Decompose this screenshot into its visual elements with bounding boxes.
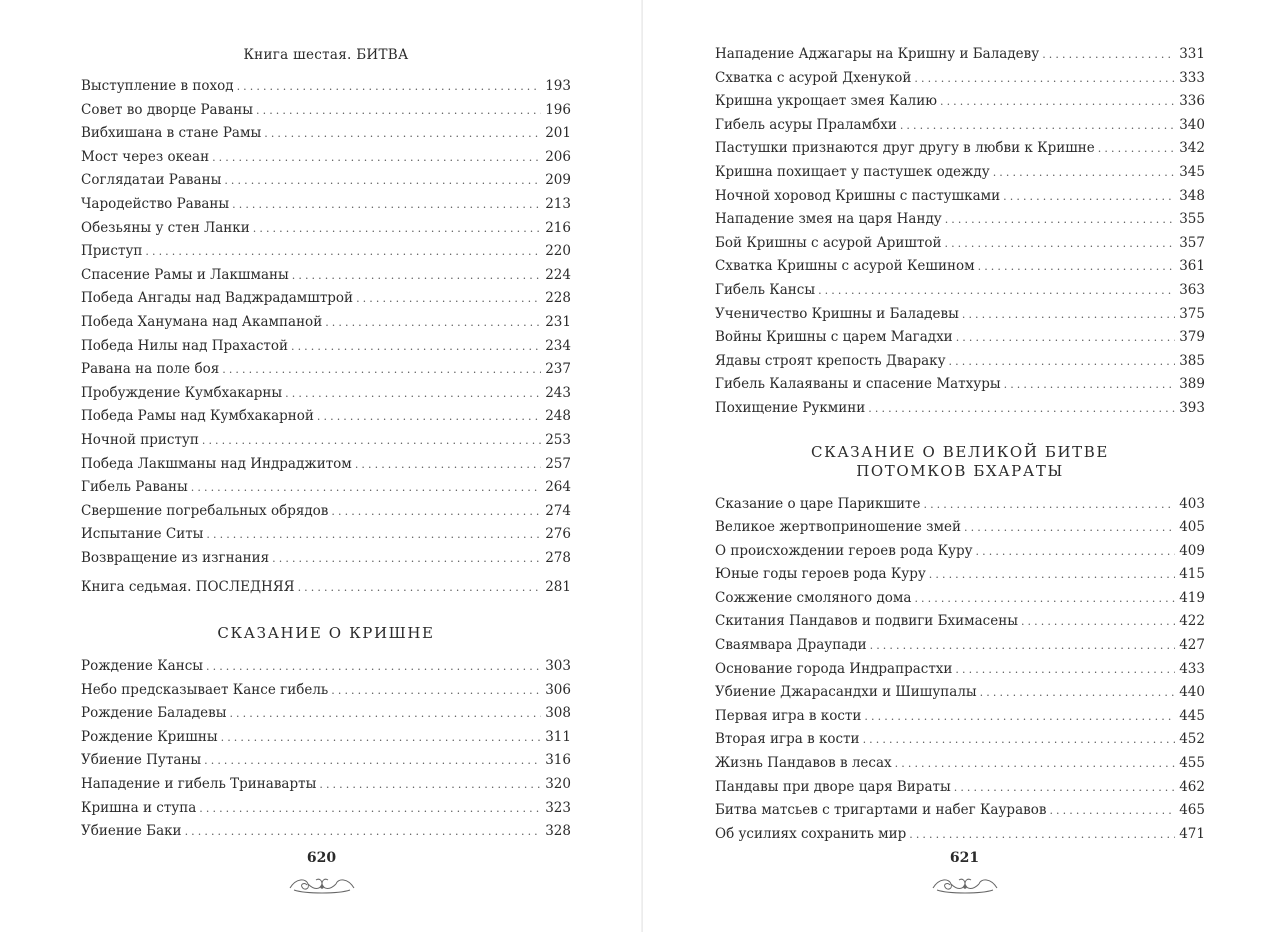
toc-entry xyxy=(81,405,571,429)
toc-entry-title: Убиение Баки xyxy=(81,823,182,840)
toc-entry xyxy=(81,476,571,500)
toc-entry xyxy=(81,146,571,170)
dot-leader xyxy=(964,516,1175,540)
toc-entry-title: Возвращение из изгнания xyxy=(81,549,270,566)
toc-entry xyxy=(81,311,571,335)
toc-entry xyxy=(715,279,1205,303)
toc-entry-title: Битва матсьев с тригартами и набег Кауравов xyxy=(715,802,1047,819)
toc-entry-page: 385 xyxy=(1179,352,1205,369)
toc-entry-title: Пандавы при дворе царя Вираты xyxy=(715,778,951,795)
toc-entry xyxy=(81,500,571,524)
dot-leader xyxy=(818,279,1175,303)
toc-entry xyxy=(81,358,571,382)
toc-entry xyxy=(81,547,571,571)
toc-entry-title: Рождение Кансы xyxy=(81,658,204,675)
toc-entry-title: Победа Рамы над Кумбхакарной xyxy=(81,408,314,425)
toc-entry-title: Ночной хоровод Кришны с пастушками xyxy=(715,187,1001,204)
dot-leader xyxy=(232,193,541,217)
book-six-heading: Книга шестая. БИТВА xyxy=(243,47,409,63)
toc-entry-page: 331 xyxy=(1179,46,1205,62)
toc-entry xyxy=(715,185,1205,209)
toc-entry-page: 206 xyxy=(545,148,571,165)
toc-entry xyxy=(81,287,571,311)
right-toc-list xyxy=(715,43,1205,421)
dot-leader xyxy=(206,655,541,679)
toc-entry xyxy=(715,658,1205,682)
dot-leader xyxy=(864,705,1175,729)
dot-leader xyxy=(978,255,1176,279)
toc-entry-book-seven xyxy=(81,576,571,600)
toc-entry xyxy=(715,799,1205,823)
toc-entry-title: Гибель Калаяваны и спасение Матхуры xyxy=(715,376,1001,393)
toc-entry xyxy=(715,563,1205,587)
toc-entry-title: Испытание Ситы xyxy=(81,526,204,543)
dot-leader xyxy=(863,728,1176,752)
toc-entry xyxy=(715,255,1205,279)
dot-leader xyxy=(1042,43,1175,67)
dot-leader xyxy=(199,797,541,821)
toc-entry-title: Жизнь Пандавов в лесах xyxy=(715,755,892,772)
toc-entry-page: 389 xyxy=(1179,376,1205,393)
toc-entry-page: 276 xyxy=(545,526,571,543)
toc-entry-page: 316 xyxy=(545,752,571,769)
toc-entry-title: Победа Лакшманы над Индраджитом xyxy=(81,455,352,472)
dot-leader xyxy=(940,90,1175,114)
toc-entry-page: 465 xyxy=(1179,802,1205,819)
toc-entry xyxy=(715,587,1205,611)
toc-entry xyxy=(81,382,571,406)
toc-entry xyxy=(81,773,571,797)
dot-leader xyxy=(895,752,1176,776)
toc-entry-title: Ядавы строят крепость Двараку xyxy=(715,352,946,369)
toc-entry-page: 433 xyxy=(1179,660,1205,677)
toc-entry xyxy=(81,726,571,750)
left-toc-list xyxy=(81,75,571,570)
dot-leader xyxy=(954,776,1176,800)
toc-entry xyxy=(715,137,1205,161)
dot-leader xyxy=(253,217,541,241)
dot-leader xyxy=(929,563,1175,587)
toc-entry-title: Бой Кришны с асурой Ариштой xyxy=(715,234,942,251)
toc-entry-title: Гибель Кансы xyxy=(715,281,816,298)
dot-leader xyxy=(1098,137,1175,161)
toc-entry-title: Пастушки признаются друг другу в любви к Кришне xyxy=(715,140,1095,157)
toc-entry xyxy=(715,493,1205,517)
toc-entry xyxy=(715,90,1205,114)
bharata-heading-line2: ПОТОМКОВ БХАРАТЫ xyxy=(856,461,1064,480)
toc-entry-title: Гибель Раваны xyxy=(81,479,188,496)
toc-entry-title: Сваямвара Драупади xyxy=(715,637,867,654)
toc-entry xyxy=(81,264,571,288)
right-page-content xyxy=(715,43,1205,846)
toc-entry xyxy=(715,516,1205,540)
toc-entry-page: 403 xyxy=(1179,495,1205,512)
dot-leader xyxy=(1049,799,1175,823)
toc-entry-page: 237 xyxy=(545,361,571,378)
toc-entry-title: Рождение Кришны xyxy=(81,728,218,745)
dot-leader xyxy=(955,658,1175,682)
toc-entry-page: 216 xyxy=(545,219,571,236)
toc-entry-page: 340 xyxy=(1179,116,1205,133)
toc-entry-title: Юные годы героев рода Куру xyxy=(715,566,926,583)
dot-leader xyxy=(1004,373,1176,397)
toc-entry xyxy=(715,776,1205,800)
dot-leader xyxy=(206,523,541,547)
dot-leader xyxy=(204,749,541,773)
toc-entry-title: Сказание о царе Парикшите xyxy=(715,495,921,512)
toc-entry-page: 348 xyxy=(1179,187,1205,204)
toc-entry-title: Приступ xyxy=(81,243,143,260)
dot-leader xyxy=(221,726,542,750)
bharata-heading-line1: СКАЗАНИЕ О ВЕЛИКОЙ БИТВЕ xyxy=(811,442,1109,461)
toc-entry xyxy=(81,702,571,726)
toc-entry xyxy=(81,193,571,217)
floral-flourish-icon xyxy=(286,872,358,896)
dot-leader xyxy=(1021,610,1175,634)
toc-entry-page: 333 xyxy=(1179,69,1205,86)
toc-entry-page: 196 xyxy=(545,101,571,118)
toc-entry-title: Ночной приступ xyxy=(81,431,199,448)
toc-entry xyxy=(81,122,571,146)
toc-entry-title: Вибхишана в стане Рамы xyxy=(81,125,262,142)
toc-entry-page: 323 xyxy=(545,799,571,816)
toc-entry-title: Небо предсказывает Кансе гибель xyxy=(81,681,329,698)
toc-entry-page: 234 xyxy=(545,337,571,354)
toc-entry xyxy=(715,67,1205,91)
toc-entry-page: 193 xyxy=(545,78,571,94)
toc-entry-title: Кришна и ступа xyxy=(81,799,197,816)
dot-leader xyxy=(256,99,541,123)
dot-leader xyxy=(202,429,541,453)
toc-entry-title: Скитания Пандавов и подвиги Бхимасены xyxy=(715,613,1018,630)
toc-entry-title: Свершение погребальных обрядов xyxy=(81,502,329,519)
dot-leader xyxy=(868,397,1175,421)
toc-entry xyxy=(81,749,571,773)
toc-entry-page: 405 xyxy=(1179,519,1205,536)
toc-entry-page: 274 xyxy=(545,502,571,519)
dot-leader xyxy=(944,232,1175,256)
toc-entry-page: 253 xyxy=(545,431,571,448)
dot-leader xyxy=(224,169,541,193)
toc-entry-title: Ученичество Кришны и Баладевы xyxy=(715,305,959,322)
toc-entry-title: Об усилиях сохранить мир xyxy=(715,825,907,842)
toc-entry-page: 393 xyxy=(1179,399,1205,416)
toc-entry-page: 452 xyxy=(1179,731,1205,748)
toc-entry-title: Схватка с асурой Дхенукой xyxy=(715,69,912,86)
toc-entry-title: Мост через океан xyxy=(81,148,210,165)
dot-leader xyxy=(291,335,541,359)
toc-entry-title: Схватка Кришны с асурой Кешином xyxy=(715,258,975,275)
toc-entry-title: Книга седьмая. ПОСЛЕДНЯЯ xyxy=(81,579,295,596)
toc-entry-page: 228 xyxy=(545,290,571,307)
toc-entry-page: 201 xyxy=(545,125,571,142)
toc-entry xyxy=(715,823,1205,847)
dot-leader xyxy=(331,679,541,703)
toc-entry xyxy=(81,75,571,99)
toc-entry xyxy=(715,540,1205,564)
toc-entry-title: Выступление в поход xyxy=(81,78,234,94)
krishna-toc-list xyxy=(81,655,571,844)
toc-entry-title: Соглядатаи Раваны xyxy=(81,172,222,189)
toc-entry-page: 445 xyxy=(1179,707,1205,724)
toc-entry xyxy=(81,99,571,123)
toc-entry xyxy=(715,728,1205,752)
toc-entry-title: Великое жертвоприношение змей xyxy=(715,519,962,536)
toc-entry xyxy=(715,114,1205,138)
toc-entry-title: Победа Нилы над Прахастой xyxy=(81,337,288,354)
toc-entry-title: Вторая игра в кости xyxy=(715,731,860,748)
toc-entry xyxy=(715,681,1205,705)
dot-leader xyxy=(185,820,542,844)
toc-entry-page: 257 xyxy=(545,455,571,472)
toc-entry-page: 231 xyxy=(545,313,571,330)
dot-leader xyxy=(298,576,542,600)
dot-leader xyxy=(325,311,541,335)
toc-entry-page: 303 xyxy=(545,658,571,675)
toc-entry xyxy=(715,610,1205,634)
krishna-heading: СКАЗАНИЕ О КРИШНЕ xyxy=(217,624,435,643)
toc-entry-page: 419 xyxy=(1179,589,1205,606)
toc-entry xyxy=(715,161,1205,185)
toc-entry-title: Кришна похищает у пастушек одежду xyxy=(715,163,990,180)
toc-entry-title: О происхождении героев рода Куру xyxy=(715,542,973,559)
toc-entry-page: 264 xyxy=(545,479,571,496)
toc-entry-page: 361 xyxy=(1179,258,1205,275)
toc-entry-title: Основание города Индрапрастхи xyxy=(715,660,953,677)
dot-leader xyxy=(980,681,1176,705)
toc-entry-title: Нападение и гибель Тринаварты xyxy=(81,776,317,793)
toc-entry-page: 308 xyxy=(545,705,571,722)
toc-entry xyxy=(715,43,1205,67)
dot-leader xyxy=(222,358,541,382)
book-seven-list xyxy=(81,576,571,600)
toc-entry-page: 363 xyxy=(1179,281,1205,298)
toc-entry-title: Войны Кришны с царем Магадхи xyxy=(715,329,953,346)
dot-leader xyxy=(272,547,541,571)
dot-leader xyxy=(212,146,541,170)
toc-entry-page: 320 xyxy=(545,776,571,793)
dot-leader xyxy=(949,350,1176,374)
toc-entry-page: 224 xyxy=(545,266,571,283)
toc-entry-page: 379 xyxy=(1179,329,1205,346)
toc-entry-title: Победа Ангады над Ваджрадамштрой xyxy=(81,290,354,307)
toc-entry-page: 427 xyxy=(1179,637,1205,654)
toc-entry xyxy=(715,326,1205,350)
toc-entry xyxy=(715,397,1205,421)
toc-entry-page: 281 xyxy=(545,579,571,596)
toc-entry-page: 471 xyxy=(1179,825,1205,842)
dot-leader xyxy=(923,493,1175,517)
toc-entry xyxy=(715,705,1205,729)
toc-entry xyxy=(81,797,571,821)
dot-leader xyxy=(145,240,541,264)
toc-entry-page: 209 xyxy=(545,172,571,189)
toc-entry-page: 213 xyxy=(545,195,571,212)
toc-entry-title: Чародейство Раваны xyxy=(81,195,230,212)
toc-entry-page: 336 xyxy=(1179,93,1205,110)
toc-entry xyxy=(715,373,1205,397)
toc-entry-page: 409 xyxy=(1179,542,1205,559)
dot-leader xyxy=(956,326,1176,350)
toc-entry xyxy=(715,208,1205,232)
toc-entry xyxy=(81,217,571,241)
toc-entry-title: Гибель асуры Праламбхи xyxy=(715,116,897,133)
toc-entry-title: Победа Ханумана над Акампаной xyxy=(81,313,323,330)
toc-entry-page: 440 xyxy=(1179,684,1205,701)
dot-leader xyxy=(264,122,541,146)
toc-entry-page: 357 xyxy=(1179,234,1205,251)
dot-leader xyxy=(355,453,541,477)
toc-entry-page: 248 xyxy=(545,408,571,425)
dot-leader xyxy=(962,303,1175,327)
toc-entry xyxy=(715,752,1205,776)
dot-leader xyxy=(900,114,1175,138)
toc-entry-page: 345 xyxy=(1179,163,1205,180)
toc-entry-title: Похищение Рукмини xyxy=(715,399,866,416)
toc-entry-title: Сожжение смоляного дома xyxy=(715,589,912,606)
page-number-right: 621 xyxy=(949,850,980,866)
toc-entry-title: Рождение Баладевы xyxy=(81,705,227,722)
toc-entry-page: 355 xyxy=(1179,211,1205,228)
toc-entry-title: Убиение Джарасандхи и Шишупалы xyxy=(715,684,977,701)
dot-leader xyxy=(292,264,541,288)
bharata-toc-list xyxy=(715,493,1205,847)
toc-entry xyxy=(715,350,1205,374)
toc-entry-page: 455 xyxy=(1179,755,1205,772)
toc-entry xyxy=(81,523,571,547)
toc-entry-page: 306 xyxy=(545,681,571,698)
toc-entry-title: Равана на поле боя xyxy=(81,361,220,378)
dot-leader xyxy=(237,75,542,99)
toc-entry-title: Нападение Аджагары на Кришну и Баладеву xyxy=(715,46,1040,62)
toc-entry-title: Обезьяны у стен Ланки xyxy=(81,219,250,236)
toc-entry-page: 462 xyxy=(1179,778,1205,795)
toc-entry xyxy=(715,634,1205,658)
right-page xyxy=(643,0,1286,932)
toc-entry-page: 342 xyxy=(1179,140,1205,157)
dot-leader xyxy=(191,476,541,500)
floral-flourish-icon xyxy=(929,872,1001,896)
toc-entry-title: Спасение Рамы и Лакшманы xyxy=(81,266,289,283)
toc-entry xyxy=(81,679,571,703)
toc-entry-page: 375 xyxy=(1179,305,1205,322)
dot-leader xyxy=(909,823,1175,847)
toc-entry xyxy=(715,303,1205,327)
toc-entry-title: Убиение Путаны xyxy=(81,752,202,769)
toc-entry xyxy=(81,335,571,359)
dot-leader xyxy=(914,587,1175,611)
toc-entry-page: 328 xyxy=(545,823,571,840)
dot-leader xyxy=(229,702,541,726)
toc-entry-title: Первая игра в кости xyxy=(715,707,862,724)
toc-entry xyxy=(81,429,571,453)
dot-leader xyxy=(945,208,1176,232)
dot-leader xyxy=(993,161,1176,185)
dot-leader xyxy=(914,67,1175,91)
toc-entry xyxy=(81,453,571,477)
dot-leader xyxy=(976,540,1176,564)
dot-leader xyxy=(317,405,541,429)
toc-entry-title: Пробуждение Кумбхакарны xyxy=(81,384,283,401)
toc-entry-page: 220 xyxy=(545,243,571,260)
dot-leader xyxy=(870,634,1176,658)
toc-entry-page: 278 xyxy=(545,549,571,566)
toc-entry-page: 311 xyxy=(545,728,571,745)
toc-entry xyxy=(81,240,571,264)
dot-leader xyxy=(319,773,541,797)
dot-leader xyxy=(285,382,541,406)
toc-entry-page: 422 xyxy=(1179,613,1205,630)
toc-entry-page: 415 xyxy=(1179,566,1205,583)
toc-entry xyxy=(715,232,1205,256)
toc-entry-title: Кришна укрощает змея Калию xyxy=(715,93,937,110)
toc-entry-page: 243 xyxy=(545,384,571,401)
toc-entry-title: Совет во дворце Раваны xyxy=(81,101,253,118)
toc-entry xyxy=(81,169,571,193)
dot-leader xyxy=(356,287,541,311)
dot-leader xyxy=(331,500,541,524)
page-number-left: 620 xyxy=(306,850,337,866)
left-page-content xyxy=(81,46,571,844)
toc-entry-title: Нападение змея на царя Нанду xyxy=(715,211,942,228)
dot-leader xyxy=(1003,185,1175,209)
toc-entry xyxy=(81,820,571,844)
toc-entry xyxy=(81,655,571,679)
